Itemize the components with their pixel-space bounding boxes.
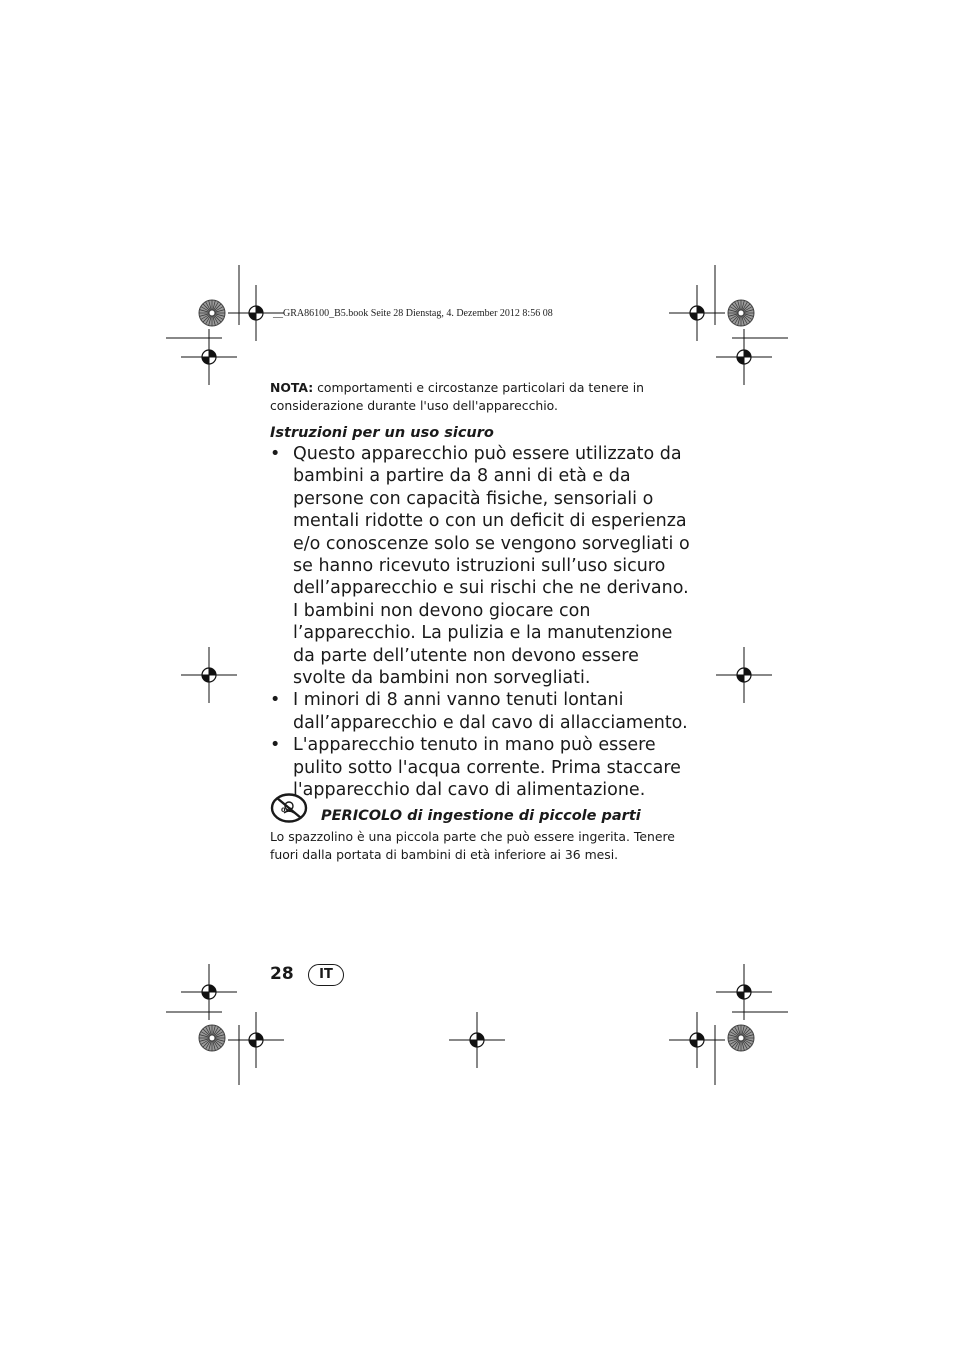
list-item bbox=[270, 734, 690, 801]
bullet-icon: • bbox=[270, 444, 281, 464]
bullet-icon: • bbox=[270, 735, 281, 756]
no-small-parts-icon bbox=[270, 793, 308, 823]
danger-title: PERICOLO di ingestione di piccole parti bbox=[321, 808, 641, 824]
note-label: NOTA: bbox=[270, 380, 314, 395]
bullet-icon: • bbox=[270, 690, 281, 711]
registration-target-icon bbox=[716, 647, 772, 703]
registration-target-icon bbox=[228, 1012, 284, 1068]
registration-target-icon bbox=[669, 1012, 725, 1068]
note-paragraph bbox=[270, 379, 690, 415]
color-calibration-icon bbox=[728, 300, 754, 326]
color-calibration-icon bbox=[728, 1025, 754, 1051]
color-calibration-icon bbox=[199, 1025, 225, 1051]
registration-target-icon bbox=[449, 1012, 505, 1068]
color-calibration-icon bbox=[199, 300, 225, 326]
age-label: 0-3 bbox=[281, 806, 293, 814]
registration-target-icon bbox=[181, 647, 237, 703]
page-number: 28 bbox=[270, 964, 294, 984]
registration-target-icon bbox=[181, 329, 237, 385]
list-item-text: Questo apparecchio può essere utilizzato da bambini a partire da 8 anni di età e da persone con capacità fisiche, sensoriali o mentali ridotte o con un deficit di esperienza e/o conoscenze solo se vengono sorvegliati o se hanno ricevuto istruzioni sull’uso sicuro dell’apparecchio e sui rischi che ne derivano. I bambini non devono giocare con l’apparecchio. La pulizia e la manutenzione da parte dell’utente non devono essere svolte da bambini non sorvegliati. bbox=[293, 444, 690, 689]
print-file-info: __GRA86100_B5.book Seite 28 Dienstag, 4. Dezember 2012 8:56 08 bbox=[273, 308, 553, 319]
list-item bbox=[270, 443, 690, 689]
list-item bbox=[270, 689, 690, 734]
language-badge: IT bbox=[308, 964, 344, 986]
safety-instructions-list bbox=[270, 443, 690, 802]
list-item-text: L'apparecchio tenuto in mano può essere pulito sotto l'acqua corrente. Prima staccare l'apparecchio dal cavo di alimentazione. bbox=[293, 735, 681, 801]
registration-target-icon bbox=[669, 285, 725, 341]
section-title: Istruzioni per un uso sicuro bbox=[270, 425, 494, 441]
note-text: comportamenti e circostanze particolari da tenere in considerazione durante l'uso dell'apparecchio. bbox=[270, 380, 644, 413]
registration-target-icon bbox=[716, 329, 772, 385]
danger-text: Lo spazzolino è una piccola parte che può essere ingerita. Tenere fuori dalla portata di bambini di età inferiore ai 36 mesi. bbox=[270, 829, 675, 862]
list-item-text: I minori di 8 anni vanno tenuti lontani dall’apparecchio e dal cavo di allacciamento. bbox=[293, 690, 688, 733]
